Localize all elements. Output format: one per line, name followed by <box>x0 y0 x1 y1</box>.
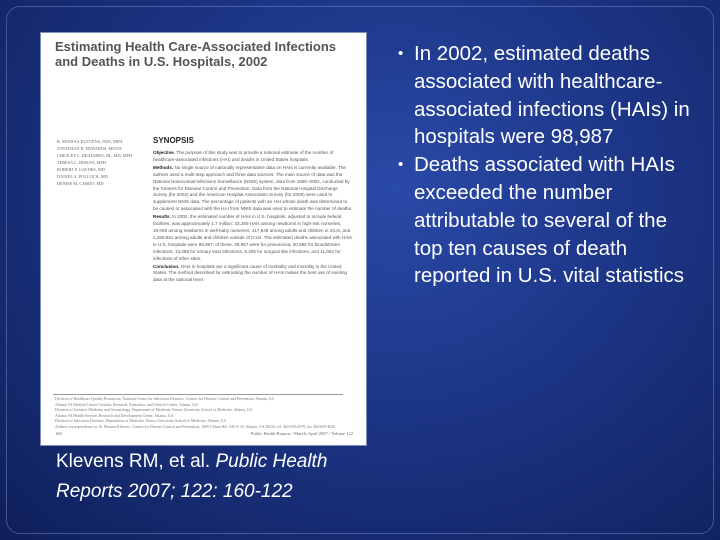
author-line: R. MONINA KLEVENS, DDS, MPH <box>57 139 123 144</box>
citation <box>56 447 366 507</box>
synopsis-paragraph <box>153 214 353 262</box>
synopsis-label: Conclusion. <box>153 263 180 269</box>
synopsis-label: Methods. <box>153 164 174 170</box>
synopsis-text: HAIs in hospitals are a significant cause of morbidity and mortality in the United States. The method described for estimating the number of HAIs makes the best use of existing data at the national level. <box>153 263 347 283</box>
bullet-item <box>398 151 698 290</box>
paper-thumbnail <box>40 32 367 446</box>
synopsis-label: Objective. <box>153 150 175 155</box>
author-line: DANIEL A. POLLOCK, MD <box>57 174 108 179</box>
synopsis-body <box>153 150 353 285</box>
bullet-dot-icon: • <box>398 156 404 174</box>
footnote: Division of Healthcare Quality Promotion, National Center for Infectious Diseases, Centers for Disease Control and Prevention, Atlanta, GA <box>55 397 275 401</box>
synopsis-text: The purpose of this study was to provide a national estimate of the number of healthcare-associated infections (HAI) and deaths in United States hospitals. <box>153 150 334 162</box>
citation-journal: Public Health Reports <box>56 451 328 502</box>
author-line: JONATHAN R. EDWARDS, MSTAT <box>57 146 123 151</box>
paper-title: Estimating Health Care-Associated Infections and Deaths in U.S. Hospitals, 2002 <box>55 39 337 69</box>
journal-footer: Public Health Reports / March–April 2007 / Volume 122 <box>250 431 353 436</box>
paper-footnotes <box>55 397 355 431</box>
bullet-text: Deaths associated with HAIs exceeded the number attributable to several of the top ten causes of death reported in U.S. vital statistics <box>414 153 685 288</box>
author-line: ROBERT P. GAYNES, MD <box>57 167 105 172</box>
footnote-divider <box>53 394 343 395</box>
synopsis-text: No single source of nationally representative data on HAIs is currently available. The authors used a multi-step approach and three data sources. The main source of data was the National Nosocomial Infections Surveillance (NNIS) system, data from 1990–2002, conducted by the Centers for Disease Control and Prevention. Data from the National Hospital Discharge Survey (for 2002) and the American Hospital Association Survey (for 2000) were used to supplement NNIS data. The percentage of patients with an HAI whose death was determined to be caused or associated with the HAI from NNIS data was used to estimate the number of deaths. <box>153 164 353 212</box>
citation-details: 2007; 122: 160-122 <box>127 481 293 502</box>
footnote: Address correspondence to: R. Monina Klevens, Centers for Disease Control and Prevention, 1600 Clifton Rd., MS A-35, Atlanta, GA 30333; tel. 404-639-4378; fax 404-639-4045. <box>55 424 336 429</box>
footnote: Atlanta VA Health Services Research and Development Center, Atlanta, GA <box>55 413 174 418</box>
synopsis-text: In 2002, the estimated number of HAIs in U.S. hospitals, adjusted to include federal facilities, was approximately 1.7 million: 33,269 HAIs among newborns in high-risk nurseries, 19,059 among newborns in well-baby nurseries, 417,946 among adults and children in ICUs, and 1,266,851 among adults and children outside of ICUs. The estimated deaths associated with HAIs in U.S. hospitals were 98,987: of these, 35,967 were for pneumonia, 30,665 for bloodstream infections, 13,088 for urinary tract infections, 8,205 for surgical site infections, and 11,062 for infections of other sites. <box>153 214 352 261</box>
citation-authors: Klevens RM, et al. <box>56 451 211 472</box>
author-line: TERESA C. HORAN, MPH <box>57 160 106 165</box>
footnote: Division of Geriatric Medicine and Gerontology, Department of Medicine, Emory University School of Medicine, Atlanta, GA <box>55 408 253 413</box>
bullet-dot-icon: • <box>398 45 404 62</box>
bullet-item <box>398 40 698 151</box>
author-line: DENISE M. CARDO, MD <box>57 181 104 186</box>
bullet-list <box>398 40 698 290</box>
paper-footer <box>55 431 355 439</box>
footnote: Division of Infectious Diseases, Department of Medicine, Emory University School of Medicine, Atlanta, GA <box>55 419 227 424</box>
page-number: 160 <box>55 431 62 436</box>
synopsis-label: Results. <box>153 214 171 220</box>
bullet-text: In 2002, estimated deaths associated with healthcare-associated infections (HAIs) in hospitals were 98,987 <box>414 42 690 149</box>
synopsis-paragraph <box>153 150 353 164</box>
synopsis-heading: SYNOPSIS <box>153 136 194 145</box>
footnote: Atlanta VA Medical Center Geriatric Research, Education, and Clinical Center, Atlanta, GA <box>55 402 198 407</box>
synopsis-paragraph <box>153 165 353 213</box>
author-line: CHESLEY L. RICHARDS, JR., MD, MPH <box>57 153 133 158</box>
synopsis-paragraph <box>153 264 353 285</box>
